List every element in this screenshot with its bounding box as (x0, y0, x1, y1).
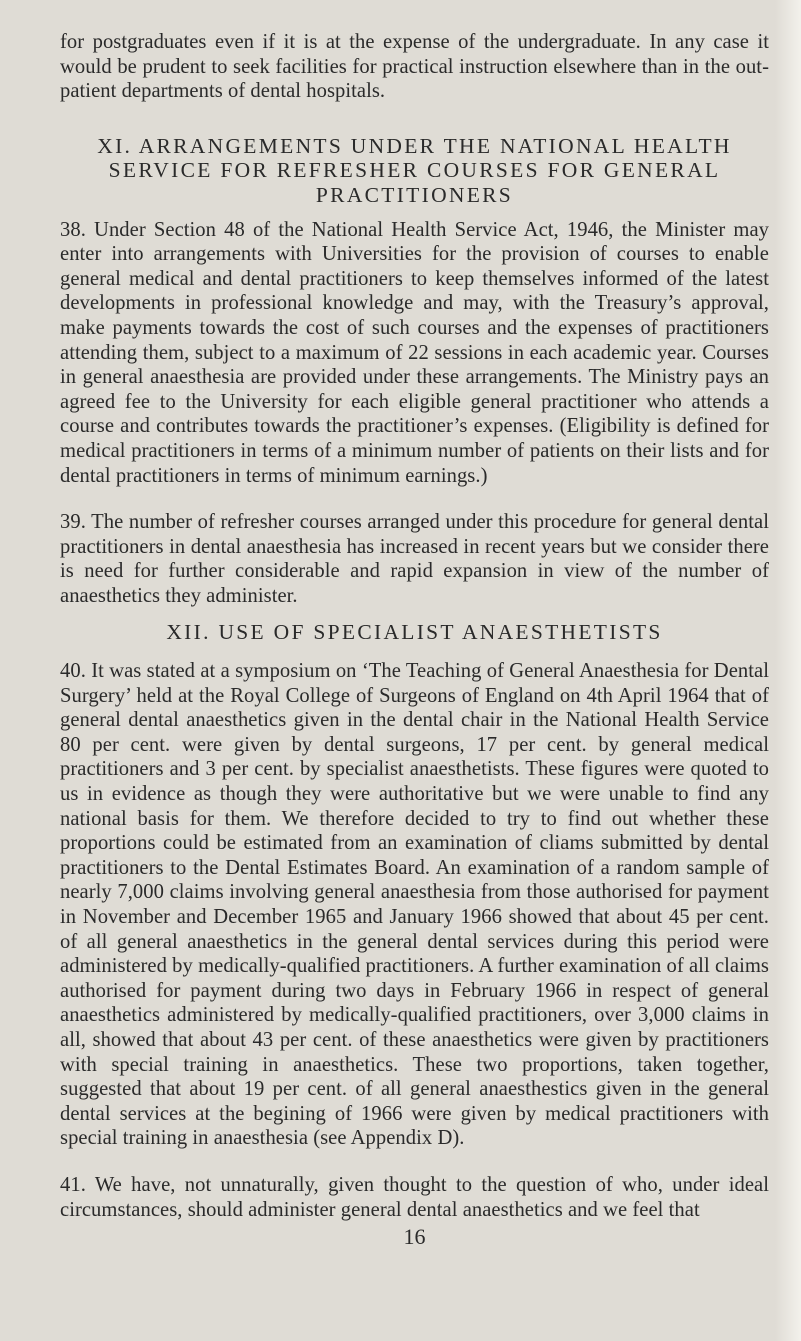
paragraph-39: 39. The number of refresher courses arranged under this procedure for general dental practitioners in dental anaesthesia has increased in recent years but we consider there is need for further considerable and rapid expansion in view of the number of anaesthetics they administer. (60, 511, 769, 607)
paragraph-38: 38. Under Section 48 of the National Health Service Act, 1946, the Minister may enter into arrangements with Universities for the provision of courses to enable general medical and dental practitioners to keep themselves informed of the latest developments in professional knowledge and may, with the Treasury’s approval, make payments towards the cost of such courses and the expenses of practitioners attending them, subject to a maximum of 22 sessions in each academic year. Courses in general anaesthesia are provided under these arrangements. The Ministry pays an agreed fee to the University for each eligible general practitioner who attends a course and contributes towards the practitioner’s expenses. (Eligibility is defined for medical practitioners in terms of a minimum number of patients on their lists and for dental practitioners in terms of minimum earnings.) (60, 218, 769, 487)
paragraph-41: 41. We have, not unnaturally, given thought to the question of who, under ideal circumstances, should administer general dental anaesthetics and we feel that (60, 1173, 769, 1221)
section-xi-heading: XI. ARRANGEMENTS UNDER THE NATIONAL HEALTH SERVICE FOR REFRESHER COURSES FOR GENERAL PRACTITIONERS (97, 133, 732, 207)
page-number: 16 (403, 1224, 426, 1250)
paragraph-40: 40. It was stated at a symposium on ‘The Teaching of General Anaesthesia for Dental Surgery’ held at the Royal College of Surgeons of England on 4th April 1964 that of general dental anaesthetics given in the dental chair in the National Health Service 80 per cent. were given by dental surgeons, 17 per cent. by general medical practitioners and 3 per cent. by specialist anaesthetists. These figures were quoted to us in evidence as though they were authoritative but we were unable to find any national basis for them. We therefore decided to try to find out whether these proportions could be estimated from an examination of cliams submitted by dental practitioners to the Dental Estimates Board. An examination of a random sample of nearly 7,000 claims involving general anaesthesia from those authorised for payment in November and December 1965 and January 1966 showed that about 45 per cent. of all general anaesthetics in the general dental services during this period were administered by medically-qualified practitioners. A further examination of all claims authorised for payment during two days in February 1966 in respect of general anaesthetics administered by medically-qualified practitioners, over 3,000 claims in all, showed that about 43 per cent. of these anaesthetics were given by practitioners with special training in anaesthetics. These two proportions, taken together, suggested that about 19 per cent. of all general anaesthestics given in the general dental services at the begining of 1966 were given by medical practitioners with special training in anaesthesia (see Appendix D). (60, 660, 769, 1150)
section-xii-heading: XII. USE OF SPECIALIST ANAESTHETISTS (166, 620, 663, 645)
intro-paragraph: for postgraduates even if it is at the expense of the undergraduate. In any case it would be prudent to seek facilities for practical instruction elsewhere than in the out-patient departments of dental hospitals. (60, 31, 769, 103)
